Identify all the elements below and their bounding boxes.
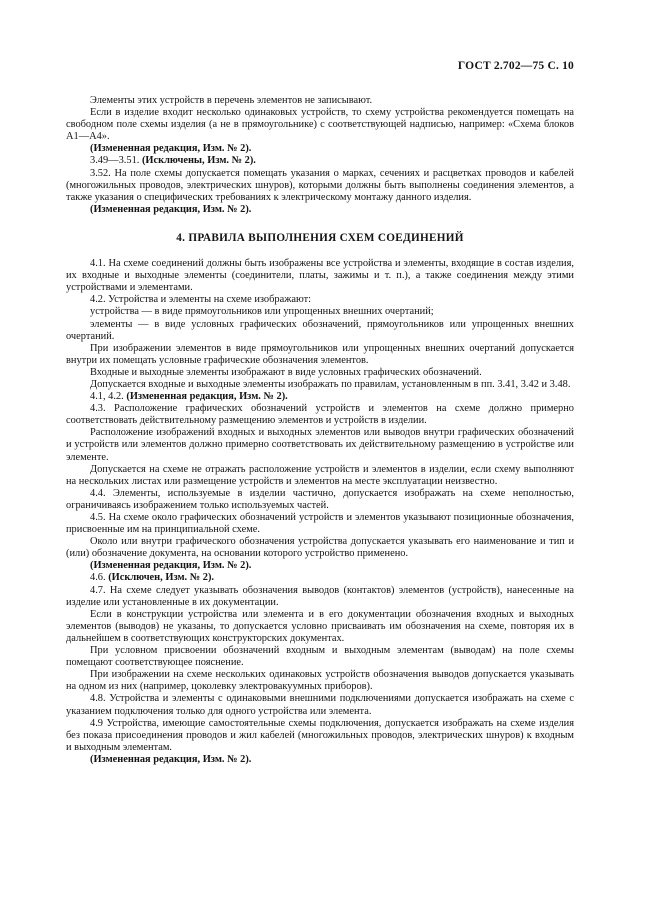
paragraph-text: 4.9 Устройства, имеющие самостоятельные схемы подключения, допускается изображать на схеме изделия без показа присоединения проводов и жил кабелей (многожильных проводов, электрических шнуров) к входным и выходным элементам.: [66, 717, 574, 753]
paragraph: [66, 669, 574, 693]
paragraph-text: 4.5. На схеме около графических обозначений устройств и элементов указывают позиционные обозначения, присвоенные им на принципиальной схеме.: [66, 512, 574, 536]
paragraph-text: 4.1, 4.2.: [90, 391, 127, 403]
paragraph: [66, 536, 574, 560]
paragraph: [66, 645, 574, 669]
paragraph-text: 4.2. Устройства и элементы на схеме изображают:: [90, 294, 312, 306]
paragraph-text: Элементы этих устройств в перечень элементов не записывают.: [90, 95, 373, 106]
top-paragraphs: [66, 95, 574, 216]
paragraph: [66, 294, 574, 306]
paragraph: [66, 343, 574, 367]
paragraph-text: 3.52. На поле схемы допускается помещать указания о марках, сечениях и расцветках проводов и кабелей (многожильных проводов, электрических шнуров), которыми должны быть выполнены соединения элементов, а также указания о специфических требованиях к электрическому монтажу данного изделия.: [66, 167, 574, 203]
amendment-note: (Измененная редакция, Изм. № 2).: [90, 560, 252, 572]
paragraph: [66, 258, 574, 294]
paragraph: [66, 95, 574, 107]
paragraph: [66, 306, 574, 318]
paragraph: [66, 155, 574, 167]
paragraph: [66, 427, 574, 463]
paragraph: [66, 107, 574, 143]
paragraph: [66, 143, 574, 155]
paragraph-text: Допускается входные и выходные элементы изображать по правилам, установленным в пп. 3.41, 3.42 и 3.48.: [90, 378, 571, 390]
paragraph: [66, 204, 574, 216]
paragraph-text: Допускается на схеме не отражать расположение устройств и элементов в изделии, если схему выполняют на нескольких листах или размещение устройств и элементов на месте эксплуатации неизвестно.: [66, 463, 574, 487]
amendment-note: (Измененная редакция, Изм. № 2).: [126, 391, 288, 403]
amendment-note: (Исключены, Изм. № 2).: [141, 155, 256, 167]
paragraph: [66, 609, 574, 645]
paragraph-text: 4.4. Элементы, используемые в изделии частично, допускается изображать на схеме неполностью, ограничиваясь изображением только используемых частей.: [66, 487, 574, 511]
paragraph-text: Если в изделие входит несколько одинаковых устройств, то схему устройства рекомендуется помещать на свободном поле схемы изделия (а не в прямоугольнике) с соответствующей надписью, например: «Схема блоков А1—А4».: [66, 107, 574, 143]
amendment-note: (Измененная редакция, Изм. № 2).: [90, 143, 252, 155]
paragraph-text: 3.49—3.51.: [90, 155, 142, 167]
paragraph: [66, 488, 574, 512]
paragraph-text: 4.1. На схеме соединений должны быть изображены все устройства и элементы, входящие в состав изделия, их входные и выходные элементы (соединители, платы, зажимы и т. п.), а также соединения между этими устройствами и элементами.: [66, 258, 574, 294]
amendment-note: (Исключен, Изм. № 2).: [108, 572, 215, 584]
paragraph: [66, 391, 574, 403]
page-header: ГОСТ 2.702—75 С. 10: [457, 60, 574, 72]
paragraph: [66, 560, 574, 572]
paragraph: [66, 718, 574, 754]
paragraph: [66, 319, 574, 343]
amendment-note: (Измененная редакция, Изм. № 2).: [90, 203, 252, 215]
paragraph-text: Расположение изображений входных и выходных элементов или выводов внутри графических обозначений и устройств или элементов должно примерно соответствовать их действительному размещению в устройстве или элементе.: [66, 427, 574, 463]
paragraph-text: Входные и выходные элементы изображают в виде условных графических обозначений.: [90, 366, 482, 378]
paragraph-text: 4.3. Расположение графических обозначений устройств и элементов на схеме должно примерно соответствовать действительному размещению элементов и устройств в изделии.: [66, 403, 574, 427]
paragraph: [66, 379, 574, 391]
paragraph-text: При условном присвоении обозначений входным и выходным элементам (выводам) на поле схемы помещают соответствующее пояснение.: [66, 645, 574, 669]
paragraph: [66, 754, 574, 766]
paragraph-text: Около или внутри графического обозначения устройства допускается указывать его наименование и тип и (или) обозначение документа, на основании которого устройство применено.: [66, 536, 574, 560]
paragraph-text: 4.8. Устройства и элементы с одинаковыми внешними подключениями допускается изображать на схеме с указанием подключения только для одного устройства или элемента.: [66, 693, 574, 717]
paragraph: [66, 512, 574, 536]
paragraph: [66, 693, 574, 717]
paragraph: [66, 464, 574, 488]
paragraph: [66, 403, 574, 427]
amendment-note: (Измененная редакция, Изм. № 2).: [90, 753, 252, 765]
paragraph-text: 4.7. На схеме следует указывать обозначения выводов (контактов) элементов (устройств), нанесенные на изделие или установленные в их документации.: [66, 584, 574, 608]
section-title: 4. ПРАВИЛА ВЫПОЛНЕНИЯ СХЕМ СОЕДИНЕНИЙ: [176, 231, 464, 244]
paragraph-text: 4.6.: [90, 572, 109, 584]
paragraph-text: Если в конструкции устройства или элемента и в его документации обозначения входных и выходных элементов (выводов) не указаны, то допускается условно присваивать им обозначения на схеме, повторяя их в дальнейшем в соответствующих конструкторских документах.: [66, 608, 574, 644]
paragraph: [66, 367, 574, 379]
paragraph: [66, 572, 574, 584]
paragraph: [66, 585, 574, 609]
paragraph-text: При изображении на схеме нескольких одинаковых устройств обозначения выводов допускается указывать на одном из них (например, цоколевку электровакуумных приборов).: [66, 669, 574, 693]
paragraph-text: элементы — в виде условных графических обозначений, прямоугольников или упрощенных внешних очертаний.: [66, 318, 574, 342]
document-body: [66, 95, 574, 766]
paragraph-text: При изображении элементов в виде прямоугольников или упрощенных внешних очертаний допускается внутри их помещать условные графические обозначения элементов.: [66, 342, 574, 366]
section-4-paragraphs: [66, 258, 574, 766]
paragraph: [66, 168, 574, 204]
paragraph-text: устройства — в виде прямоугольников или упрощенных внешних очертаний;: [90, 306, 434, 318]
